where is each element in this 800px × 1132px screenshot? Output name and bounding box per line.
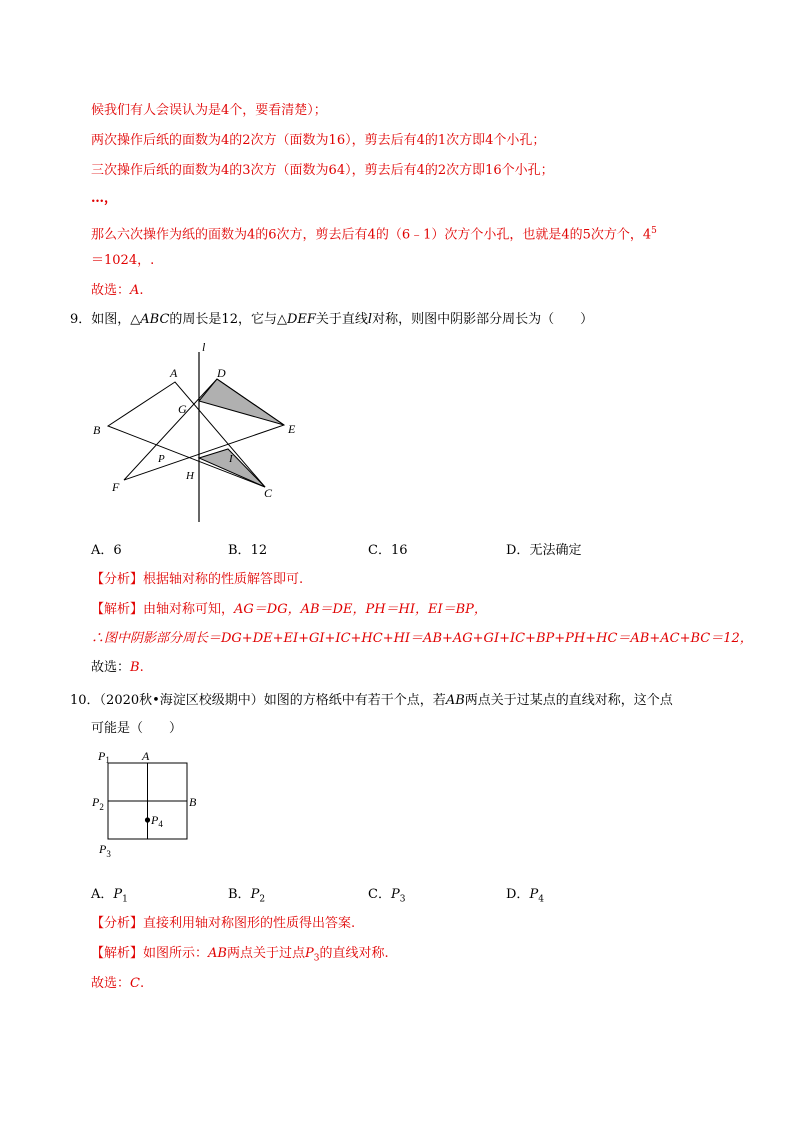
answer-letter: B [130,660,140,675]
option-letter: C． [368,543,391,558]
q9-option-d[interactable] [506,542,581,560]
answer-suffix: . [139,976,145,991]
q9-label-l: l [202,340,206,354]
q10-solution-a: 【解析】如图所示： [91,946,209,961]
answer-suffix: . [139,660,144,675]
option-value: 16 [390,543,408,558]
prev-line-2: 两次操作后纸的面数为4的2次方（面数为16），剪去后有4的1次方即4个小孔； [91,133,546,148]
q9-l: l [367,312,373,327]
q9-label-a: A [170,366,178,380]
q9-number: 9． [70,312,92,327]
q9-option-a[interactable] [91,542,122,560]
q9-abc: ABC [140,312,170,327]
q9-label-b: B [93,423,101,437]
q9-solution-1 [91,601,487,619]
q9-label-i: I [229,453,233,465]
q10-solution-ab: AB [208,946,227,961]
q10-stem-2: 可能是（ ） [91,721,183,736]
prev-line-5-sup: 5 [651,226,657,236]
q10-point-p4 [145,817,150,822]
option-letter: B． [228,887,251,902]
option-value: P [529,887,539,902]
q10-label-a: A [142,749,150,763]
q9-answer [91,659,144,677]
prev-line-6: ＝1024，. [91,253,155,268]
q10-number: 10． [70,693,100,708]
q10-text-a: （2020秋•海淀区校级期中）如图的方格纸中有若干个点，若 [99,693,446,708]
q9-figure [85,338,300,528]
option-letter: A． [91,887,114,902]
q9-option-b[interactable] [228,542,267,560]
answer-letter: C [130,976,140,991]
prev-line-4: …， [91,191,118,206]
q9-stem [70,311,593,329]
q10-solution [91,945,389,968]
q10-solution-psub: 3 [313,953,320,964]
q10-ab: AB [445,693,465,708]
q10-option-b[interactable] [228,886,265,909]
answer-letter: A [130,283,140,298]
q10-stem-1 [70,692,673,710]
q9-label-e: E [288,422,296,436]
option-letter: D． [506,887,530,902]
option-sub: 1 [122,894,128,905]
q10-solution-p: P [304,946,314,961]
prev-line-3: 三次操作后纸的面数为4的3次方（面数为64），剪去后有4的2次方即16个小孔； [91,163,554,178]
q10-label-p2: $P_2$ [92,795,104,812]
q10-solution-c: 的直线对称. [319,946,389,961]
answer-prefix: 故选： [91,283,131,298]
prev-line-5 [91,222,657,244]
answer-prefix: 故选： [91,976,131,991]
q10-label-p4: $P_4$ [151,813,163,829]
prev-line-5-text: 那么六次操作为纸的面数为4的6次方，剪去后有4的（6﹣1）次方个小孔，也就是4的5次方个，4 [91,227,652,243]
q10-label-b: B [189,795,197,809]
option-letter: C． [368,887,391,902]
q10-solution-b: 两点关于过点 [226,946,305,961]
q9-analysis: 【分析】根据轴对称的性质解答即可. [91,572,304,587]
q9-label-c: C [264,486,273,500]
option-letter: D． [506,543,530,558]
option-letter: A． [91,543,114,558]
q9-label-f: F [112,480,120,494]
q9-label-g: G [178,402,187,416]
q10-text-b: 两点关于过某点的直线对称，这个点 [464,693,673,708]
q9-label-p: P [158,453,165,465]
option-value: 12 [250,543,268,558]
q10-label-p1: $P_1$ [98,749,110,765]
q9-option-c[interactable] [368,542,408,560]
answer-suffix: . [139,283,144,298]
q10-option-a[interactable] [91,886,128,909]
option-value: P [390,887,400,902]
q9-solution-prefix: 【解析】由轴对称可知， [91,602,235,617]
q9-label-h: H [186,470,194,482]
q10-option-d[interactable] [506,886,544,909]
prev-line-1: 候我们有人会误认为是4个，要看清楚）； [91,103,327,118]
option-sub: 3 [399,894,406,905]
q9-solution-2: ∴图中阴影部分周长＝DG+DE+EI+GI+IC+HC+HI＝AB+AG+GI+IC+BP+PH+HC＝AB+AC+BC＝12， [91,631,753,646]
q9-solution-eq: AG＝DG，AB＝DE，PH＝HI，EI＝BP， [234,602,487,617]
q9-shaded-upper [199,379,284,425]
q9-def: DEF [286,312,316,327]
q9-text-c: 关于直线 [315,312,368,327]
option-value: 6 [113,543,122,558]
option-sub: 4 [538,894,544,905]
q10-figure [85,740,215,865]
q10-label-p3: $P_3$ [99,842,111,859]
q9-text-d: 对称，则图中阴影部分周长为（ ） [372,312,594,327]
q9-text-b: 的周长是12，它与△ [169,312,287,327]
option-value: 无法确定 [529,543,582,558]
q10-analysis: 【分析】直接利用轴对称图形的性质得出答案. [91,916,356,931]
option-value: P [113,887,123,902]
q9-text-a: 如图，△ [91,312,141,327]
prev-answer [91,282,144,300]
option-value: P [250,887,260,902]
q9-label-d: D [217,366,226,380]
q10-answer [91,975,144,993]
answer-prefix: 故选： [91,660,131,675]
q10-option-c[interactable] [368,886,405,909]
option-sub: 2 [259,894,266,905]
option-letter: B． [228,543,251,558]
